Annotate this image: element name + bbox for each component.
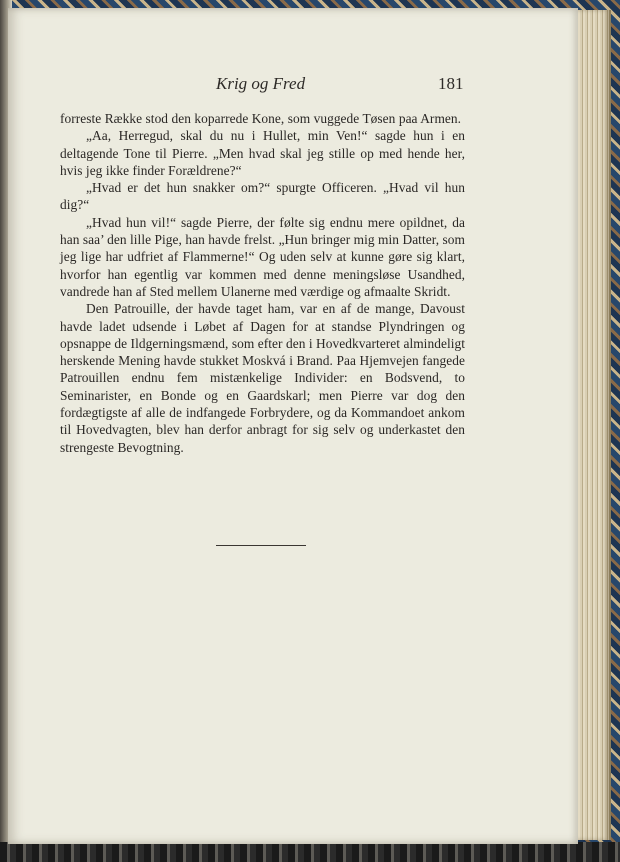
paragraph: Den Patrouille, der havde taget ham, var en af de mange, Davoust havde ladet udsende i Løbet af Dagen for at standse Plyndringen og opsnappe de Ildgerningsmænd, som efter den i Hovedkvarteret almindeligt herskende Mening havde stukket Moskvá i Brand. Paa Hjemvejen fangede Patrouillen endnu fem mistænkelige Individer: en Bodsvend, to Seminarister, en Bonde og en Gaardskarl; men Pierre var dog den fordægtigste af alle de indfangede Forbrydere, og da Kommandoet ankom til Hovedvagten, blev han derfor anbragt for sig selv og underkastet den strengeste Bevogtning.	[60, 301, 465, 455]
paragraph: „Hvad hun vil!“ sagde Pierre, der følte sig endnu mere opildnet, da han saa’ den lille Pige, han havde frelst. „Hun bringer mig min Datter, som jeg lige har udfriet af Flammerne!“ Og uden selv at kunne gøre sig klart, hvorfor han egentlig var kommen med denne meningsløse Usandhed, vandrede han af Sted mellem Ulanerne med værdige og afmaalte Skridt.	[60, 214, 465, 299]
body-text	[60, 110, 465, 456]
page-number: 181	[438, 74, 464, 93]
paragraph: „Aa, Herregud, skal du nu i Hullet, min Ven!“ sagde hun i en deltagende Tone til Pierre. „Men hvad skal jeg stille op med hende her, hvis jeg ikke finder Forældrene?“	[60, 128, 465, 178]
running-head	[8, 72, 578, 98]
paragraph: „Hvad er det hun snakker om?“ spurgte Officeren. „Hvad vil hun dig?“	[60, 180, 465, 213]
section-end-rule	[216, 545, 306, 546]
page-edges	[575, 10, 611, 840]
running-head-title: Krig og Fred	[216, 74, 306, 93]
paragraph: forreste Række stod den koparrede Kone, som vuggede Tøsen paa Armen.	[60, 111, 462, 126]
book-page	[8, 8, 578, 844]
scan-bottom-strip	[0, 842, 620, 862]
